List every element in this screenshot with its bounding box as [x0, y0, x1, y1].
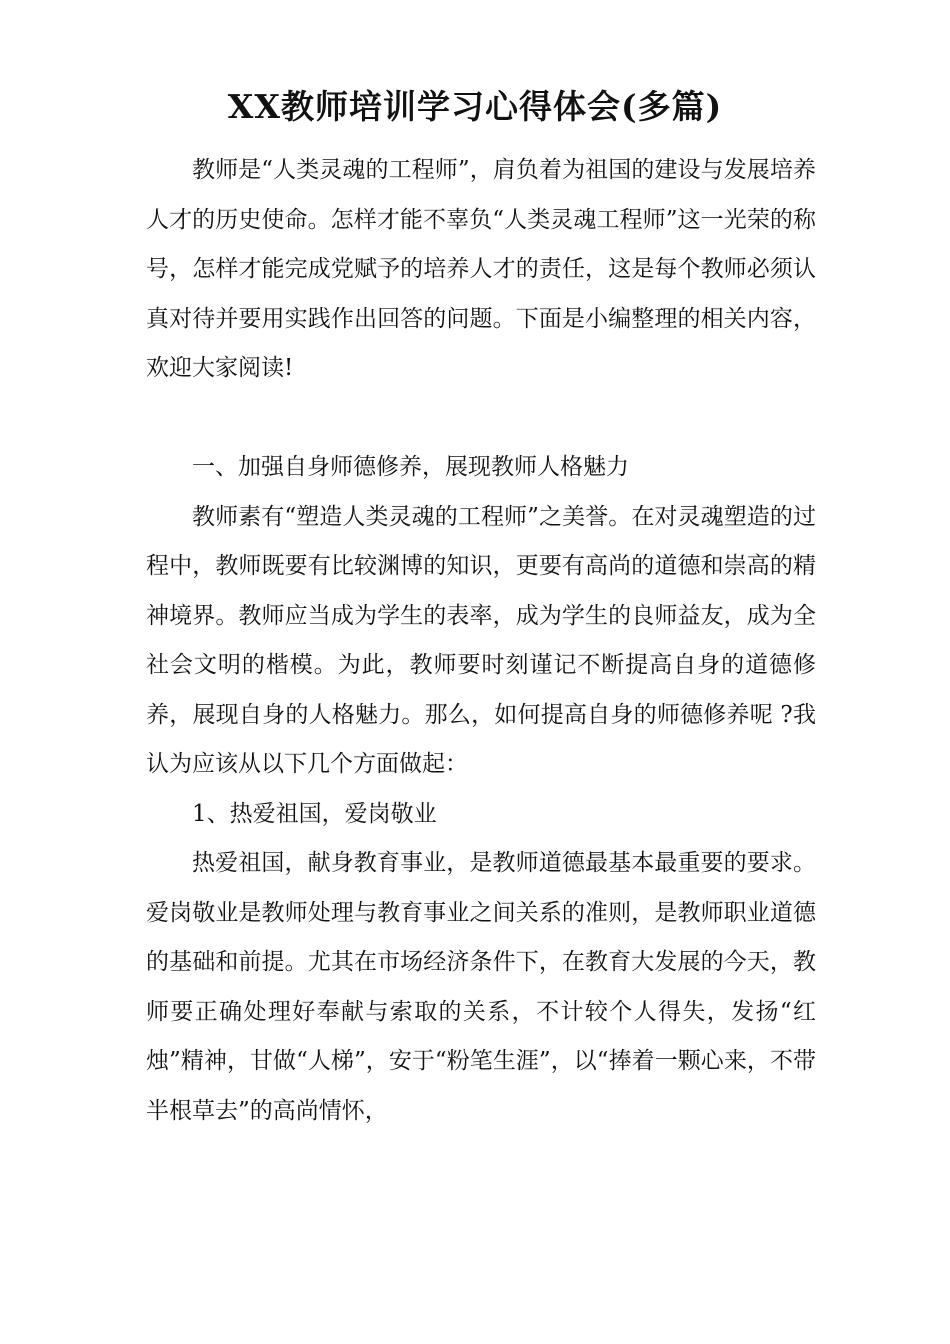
- intro-paragraph: 教师是“人类灵魂的工程师”，肩负着为祖国的建设与发展培养人才的历史使命。怎样才能不辜负“人类灵魂工程师”这一光荣的称号，怎样才能完成党赋予的培养人才的责任，这是每个教师必须认真对待并要用实践作出回答的问题。下面是小编整理的相关内容，欢迎大家阅读!: [146, 157, 816, 381]
- intro-block: [146, 146, 816, 394]
- section-heading-1: 一、加强自身师德修养，展现教师人格魅力: [192, 454, 629, 480]
- document-title: XX教师培训学习心得体会(多篇): [227, 87, 723, 126]
- section-heading-2: 1、热爱祖国，爱岗敬业: [192, 800, 437, 827]
- section-block: [146, 443, 816, 1136]
- body-paragraph-1: 教师素有“塑造人类灵魂的工程师”之美誉。在对灵魂塑造的过程中，教师既要有比较渊博的知识，更要有高尚的道德和崇高的精神境界。教师应当成为学生的表率，成为学生的良师益友，成为全社会文明的楷模。为此，教师要时刻谨记不断提高自身的道德修养，展现自身的人格魅力。那么，如何提高自身的师德修养呢 ?我认为应该从以下几个方面做起：: [146, 503, 816, 777]
- body-paragraph-2: 热爱祖国，献身教育事业，是教师道德最基本最重要的要求。爱岗敬业是教师处理与教育事业之间关系的准则，是教师职业道德的基础和前提。尤其在市场经济条件下，在教育大发展的今天，教师要正确处理好奉献与索取的关系，不计较个人得失，发扬“红烛”精神，甘做“人梯”，安于“粉笔生涯”，以“捧着一颗心来，不带半根草去”的高尚情怀，: [146, 850, 816, 1124]
